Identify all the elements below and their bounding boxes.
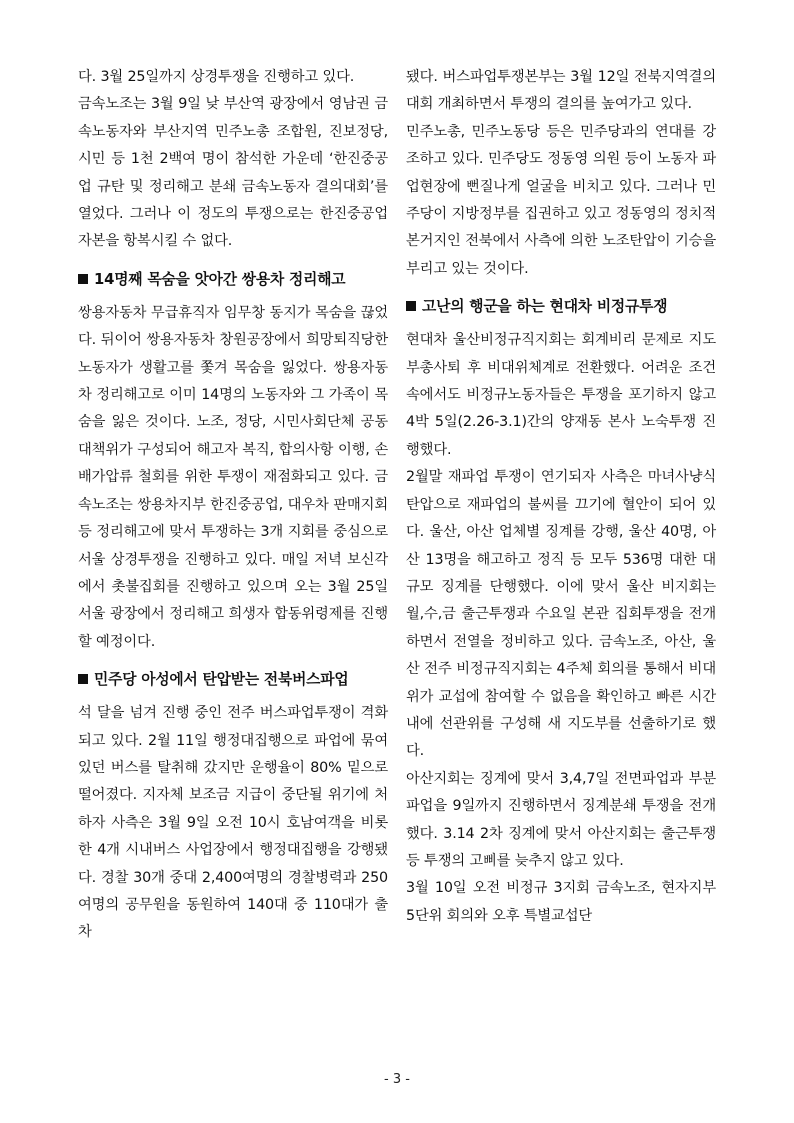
section-heading-text: 14명째 목숨을 앗아간 쌍용차 정리해고 <box>94 270 346 288</box>
paragraph: 금속노조는 3월 9일 낮 부산역 광장에서 영남권 금속노동자와 부산지역 민주노총 조합원, 진보정당, 시민 등 1천 2백여 명이 참석한 가운데 ‘한진중공업 규탄 및 정리해고 분쇄 금속노동자 결의대회’를 열었다. 그러나 이 정도의 투쟁으로는 한진중공업 자본을 항복시킬 수 없다. <box>78 96 388 250</box>
square-bullet-icon <box>78 674 88 684</box>
section-heading-text: 고난의 행군을 하는 현대차 비정규투쟁 <box>422 298 668 316</box>
section-heading-text: 민주당 아성에서 탄압받는 전북버스파업 <box>94 671 349 689</box>
square-bullet-icon <box>406 301 416 311</box>
paragraph: 3월 10일 오전 비정규 3지회 금속노조, 현자지부 5단위 회의와 오후 특별교섭단 <box>406 880 716 924</box>
paragraph: 석 달을 넘겨 진행 중인 전주 버스파업투쟁이 격화되고 있다. 2월 11일 행정대집행으로 파업에 묶여 있던 버스를 탈취해 갔지만 운행율이 80% 밑으로 떨어졌다. 지자체 보조금 지급이 중단될 위기에 처하자 사측은 3월 9일 오전 10시 호남여객을 비롯한 4개 시내버스 사업장에서 행정대집행을 강행됐다. 경찰 30개 중대 2,400여명의 경찰병력과 250여명의 공무원을 동원하여 140대 중 110대가 출차 <box>78 705 388 941</box>
paragraph: 다. 3월 25일까지 상경투쟁을 진행하고 있다. <box>78 69 355 85</box>
paragraph: 2월말 재파업 투쟁이 연기되자 사측은 마녀사냥식 탄압으로 재파업의 불씨를 끄기에 혈안이 되어 있다. 울산, 아산 업체별 징계를 강행, 울산 40명, 아산 13명을 해고하고 정직 등 모두 536명 대한 대규모 징계를 단행했다. 이에 맞서 울산 비지회는 월,수,금 출근투쟁과 수요일 본관 집회투쟁을 전개하면서 전열을 정비하고 있다. 금속노조, 아산, 울산 전주 비정규직지회는 4주체 회의를 통해서 비대위가 교섭에 참여할 수 없음을 확인하고 빠른 시간 내에 선관위를 구성해 새 지도부를 선출하기로 했다. <box>406 469 716 760</box>
paragraph: 쌍용자동차 무급휴직자 임무창 동지가 목숨을 끊었다. 뒤이어 쌍용자동차 창원공장에서 희망퇴직당한 노동자가 생활고를 쫓겨 목숨을 잃었다. 쌍용자동차 정리해고로 이미 14명의 노동자와 그 가족이 목숨을 잃은 것이다. 노조, 정당, 시민사회단체 공동대책위가 구성되어 해고자 복직, 합의사항 이행, 손배가압류 철회를 위한 투쟁이 재점화되고 있다. 금속노조는 쌍용차지부 한진중공업, 대우차 판매지회 등 정리해고에 맞서 투쟁하는 3개 지회를 중심으로 서울 상경투쟁을 진행하고 있다. 매일 저녁 보신각에서 촛불집회를 진행하고 있으며 오는 3월 25일 서울 광장에서 정리해고 희생자 합동위령제를 진행할 예정이다. <box>78 304 388 650</box>
square-bullet-icon <box>78 274 88 284</box>
section-heading <box>406 297 716 317</box>
page-number: - 3 - <box>384 1072 410 1087</box>
left-column <box>78 64 388 947</box>
section-heading <box>78 670 388 690</box>
right-column <box>406 64 716 930</box>
paragraph: 민주노총, 민주노동당 등은 민주당과의 연대를 강조하고 있다. 민주당도 정동영 의원 등이 노동자 파업현장에 뻔질나게 얼굴을 비치고 있다. 그러나 민주당이 지방정부를 집권하고 있고 정동영의 정치적 본거지인 전북에서 사측에 의한 노조탄압이 기승을 부리고 있는 것이다. <box>406 123 716 277</box>
paragraph: 현대차 울산비정규직지회는 회계비리 문제로 지도부총사퇴 후 비대위체계로 전환했다. 어려운 조건 속에서도 비정규노동자들은 투쟁을 포기하지 않고 4박 5일(2.26-3.1)간의 양재동 본사 노숙투쟁 진행했다. <box>406 332 716 458</box>
section-heading <box>78 270 388 290</box>
paragraph: 됐다. 버스파업투쟁본부는 3월 12일 전북지역결의대회 개최하면서 투쟁의 결의를 높여가고 있다. <box>406 69 716 113</box>
paragraph: 아산지회는 징계에 맞서 3,4,7일 전면파업과 부분파업을 9일까지 진행하면서 징계분쇄 투쟁을 전개했다. 3.14 2차 징계에 맞서 아산지회는 출근투쟁 등 투쟁의 고삐를 늦추지 않고 있다. <box>406 770 716 869</box>
